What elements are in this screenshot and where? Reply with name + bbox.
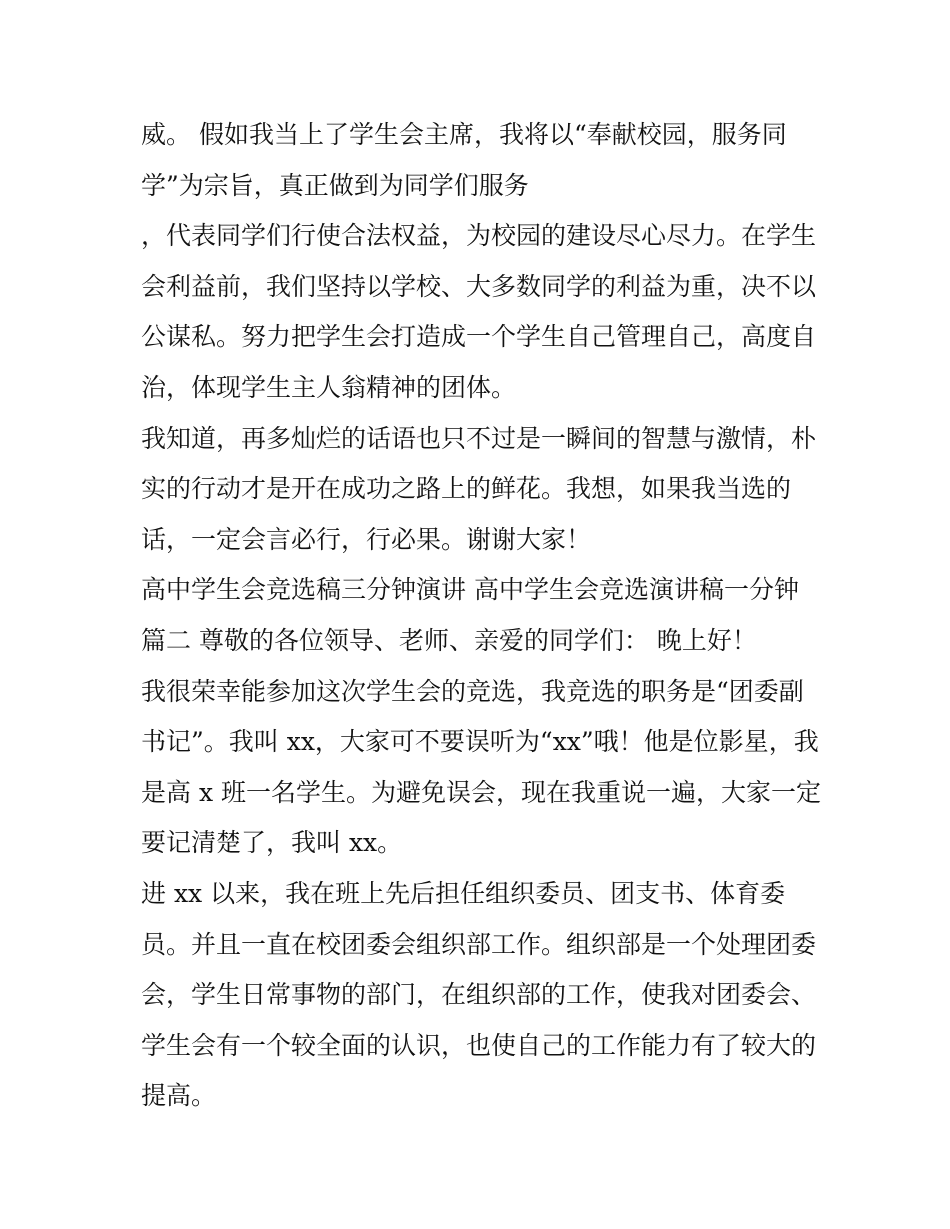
text-line: 进 xx 以来，我在班上先后担任组织委员、团支书、体育委 bbox=[141, 878, 786, 908]
text-line: 员。并且一直在校团委会组织部工作。组织部是一个处理团委 bbox=[141, 929, 817, 959]
text-line: 威。 假如我当上了学生会主席，我将以“奉献校园，服务同 bbox=[141, 120, 787, 149]
text-line: 话，一定会言必行，行必果。谢谢大家！ bbox=[141, 524, 592, 554]
text-line: 会，学生日常事物的部门，在组织部的工作，使我对团委会、 bbox=[141, 980, 817, 1010]
text-line: 学生会有一个较全面的认识，也使自己的工作能力有了较大的 bbox=[141, 1030, 817, 1060]
text-line: 实的行动才是开在成功之路上的鲜花。我想，如果我当选的 bbox=[141, 474, 792, 504]
text-line: 治，体现学生主人翁精神的团体。 bbox=[141, 372, 517, 402]
text-line: 公谋私。努力把学生会打造成一个学生自己管理自己，高度自 bbox=[141, 322, 817, 352]
text-line: 会利益前，我们坚持以学校、大多数同学的利益为重，决不以 bbox=[141, 271, 817, 301]
text-line: 高中学生会竞选稿三分钟演讲 高中学生会竞选演讲稿一分钟 bbox=[141, 575, 799, 605]
text-line: 要记清楚了，我叫 xx。 bbox=[141, 828, 403, 858]
text-line: 书记”。我叫 xx，大家可不要误听为“xx”哦！他是位影星，我 bbox=[141, 727, 819, 757]
text-line: 是高 x 班一名学生。为避免误会，现在我重说一遍，大家一定 bbox=[141, 777, 821, 807]
text-line: 我知道，再多灿烂的话语也只不过是一瞬间的智慧与激情，朴 bbox=[141, 423, 817, 453]
text-line: 学”为宗旨，真正做到为同学们服务 bbox=[141, 170, 529, 200]
text-line: 篇二 尊敬的各位领导、老师、亲爱的同学们： 晚上好！ bbox=[141, 625, 757, 655]
document-body bbox=[141, 110, 831, 1122]
text-line: 提高。 bbox=[141, 1081, 217, 1111]
text-line: ，代表同学们行使合法权益，为校园的建设尽心尽力。在学生 bbox=[141, 221, 817, 251]
text-line: 我很荣幸能参加这次学生会的竞选，我竞选的职务是“团委副 bbox=[141, 676, 804, 706]
